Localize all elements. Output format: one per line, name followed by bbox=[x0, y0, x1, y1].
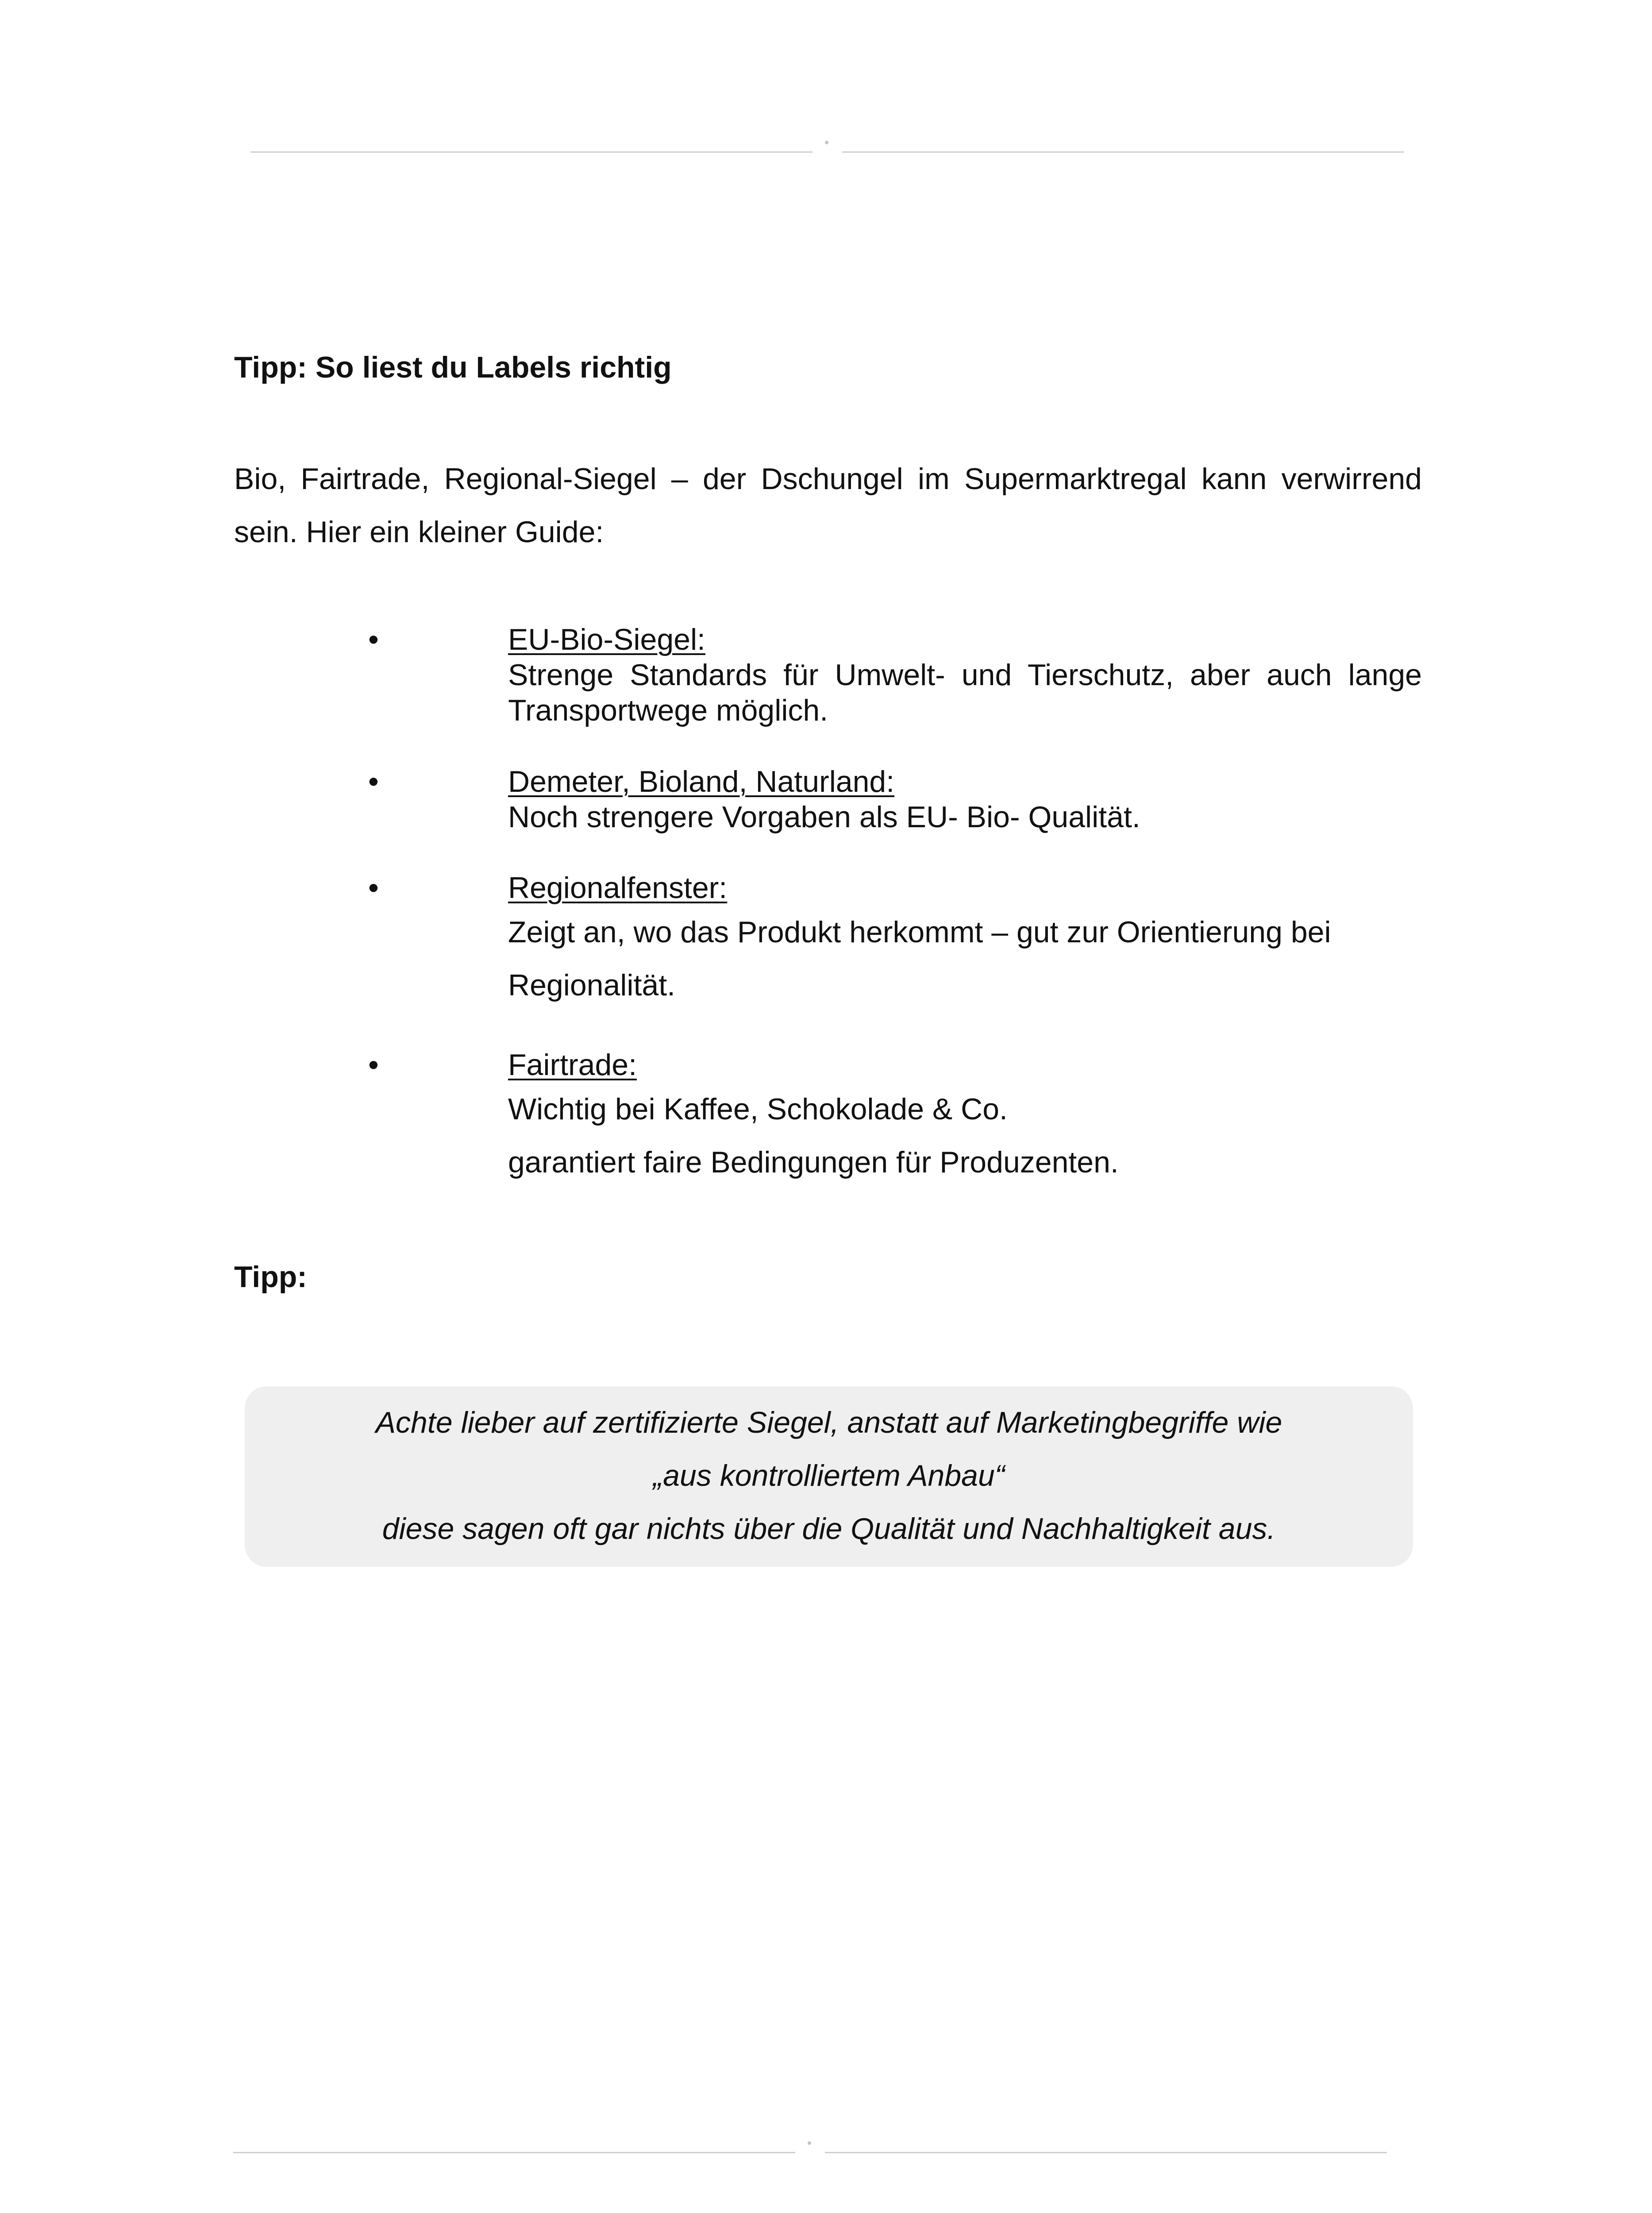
bullet: • bbox=[368, 1048, 379, 1082]
footer-divider-left bbox=[233, 2152, 795, 2153]
label-title: Fairtrade: bbox=[508, 1048, 637, 1082]
tip-line: diese sagen oft gar nichts über die Qualität und Nachhaltigkeit aus. bbox=[382, 1512, 1276, 1546]
label-title: Regionalfenster: bbox=[508, 871, 728, 905]
label-description-line: Wichtig bei Kaffee, Schokolade & Co. bbox=[508, 1092, 1008, 1126]
list-item-body bbox=[508, 1047, 1422, 1189]
header-divider-right bbox=[842, 151, 1404, 153]
label-title: Demeter, Bioland, Naturland: bbox=[508, 765, 895, 798]
label-description-line: Zeigt an, wo das Produkt herkommt – gut zur Orientierung bei bbox=[508, 915, 1331, 949]
label-description-line: garantiert faire Bedingungen für Produzenten. bbox=[508, 1145, 1119, 1179]
bullet: • bbox=[368, 623, 379, 656]
label-description: Noch strengere Vorgaben als EU- Bio- Qualität. bbox=[508, 800, 1140, 834]
tip-callout-box bbox=[245, 1386, 1413, 1567]
list-item-body bbox=[508, 622, 1422, 728]
list-item-body bbox=[508, 764, 1422, 835]
bullet: • bbox=[368, 765, 379, 798]
footer-divider-dot bbox=[808, 2141, 811, 2145]
list-item-body bbox=[508, 870, 1422, 1012]
page-heading: Tipp: So liest du Labels richtig bbox=[234, 351, 672, 384]
tip-line: „aus kontrolliertem Anbau“ bbox=[653, 1459, 1005, 1492]
footer-divider-right bbox=[825, 2152, 1387, 2153]
bullet: • bbox=[368, 871, 379, 905]
label-description: Strenge Standards für Umwelt- und Tierschutz, aber auch lange Transportwege möglich. bbox=[508, 658, 1422, 727]
intro-paragraph: Bio, Fairtrade, Regional-Siegel – der Dschungel im Supermarktregal kann verwirrend sein. Hier ein kleiner Guide: bbox=[234, 462, 1422, 549]
header-divider-dot bbox=[825, 141, 828, 144]
label-title: EU-Bio-Siegel: bbox=[508, 623, 705, 656]
header-divider-left bbox=[250, 151, 813, 153]
tip-line: Achte lieber auf zertifizierte Siegel, anstatt auf Marketingbegriffe wie bbox=[375, 1406, 1282, 1439]
label-description-line: Regionalität. bbox=[508, 968, 676, 1002]
tip-label: Tipp: bbox=[234, 1260, 307, 1294]
